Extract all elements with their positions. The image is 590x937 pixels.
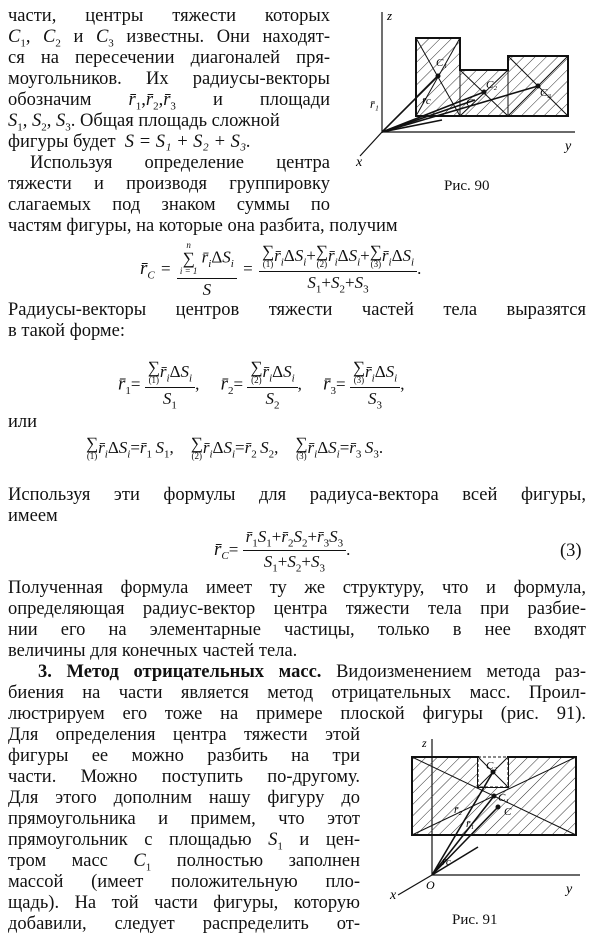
text-line: массой (имеет положительную пло- xyxy=(8,872,360,892)
text-line: Полученная формула имеет ту же структуру, что и формула, xyxy=(8,578,586,598)
figure-91-caption: Рис. 91 xyxy=(452,912,498,928)
label-rc: r̄c xyxy=(422,95,431,107)
text-line: фигуры ее можно разбить на три xyxy=(8,746,360,766)
text-line: части. Можно поступить по-другому. xyxy=(8,767,360,787)
text-line: в такой форме: xyxy=(8,321,125,341)
text-line: моугольников. Их радиусы-векторы xyxy=(8,69,330,89)
text-line: добавили, следует распределить от- xyxy=(8,914,360,934)
formula-sums: ∑ (1) $r̄_i\Delta S_i=r̄_1$ $S_1$, ∑ (2) $r̄_i\Delta S_i=r̄_2$ $S_2$, ∑ (3) $r̄_i\Delta S_i=r̄_3$ $S_3$. xyxy=(86,434,384,461)
equation-number: (3) xyxy=(560,541,582,561)
text-line: определяющая радиус-вектор центра тяжести тела при разбие- xyxy=(8,599,586,619)
label-c: C xyxy=(466,97,474,109)
text-line: части, центры тяжести которых xyxy=(8,6,330,26)
label-r1: r̄₁ xyxy=(370,97,379,111)
figure-91 xyxy=(380,735,586,907)
text-line: Радиусы-векторы центров тяжести частей тела выразятся xyxy=(8,300,586,320)
text-line: нии его на элементарные частицы, только в нее входят xyxy=(8,620,586,640)
text-line: люстрируем его тоже на примере плоской фигуры (рис. 91). xyxy=(8,704,586,724)
text-line: Используя определение центра xyxy=(30,153,330,173)
formula-rc-sum: $r̄_C$ = n ∑ i = 1 $r̄_i\Delta S_i$ S = ∑ (1) $r̄_i\Delta S_i+$ ∑ (2) $r̄_i\Delta S_i+$ ∑ (3) $r̄_i\Delta S_i$ $S_1+S_2+S_3$ . xyxy=(140,240,422,299)
text-line: тяжести и производя группировку xyxy=(8,174,330,194)
label-c: C xyxy=(504,806,512,818)
label-c1: C₁ xyxy=(498,792,510,804)
label-c2: C₂ xyxy=(486,79,498,91)
label-r2: r̄₂ xyxy=(454,804,463,816)
axis-label-x: x xyxy=(356,155,363,170)
text-line: прямоугольник с площадью $S_1$ и цен- xyxy=(8,830,361,853)
label-r1: r̄₁ xyxy=(466,818,475,830)
formula-rc-final: $r̄_C=$ $\frac{r̄_1S_1+r̄_2S_2+r̄_3S_3}{S_1+S_2+S_3}$ . xyxy=(214,527,351,575)
text-line: $C_1$, $C_2$ и $C_3$ известны. Они находят- xyxy=(8,27,330,50)
label-rc: r̄c xyxy=(442,856,451,868)
text-line: Для определения центра тяжести этой xyxy=(8,725,360,745)
text-line: биения на части является метод отрицательных масс. Проил- xyxy=(8,683,586,703)
origin-label: O xyxy=(426,878,435,892)
section-heading: 3. Метод отрицательных масс. xyxy=(38,662,322,682)
text-line: частям фигуры, на которые она разбита, получим xyxy=(8,216,398,236)
text-line: имеем xyxy=(8,506,58,526)
text-line: величины для конечных частей тела. xyxy=(8,641,298,661)
text-line: слагаемых под знаком суммы по xyxy=(8,195,330,215)
text-line: фигуры будет S = S₁ + S₂ + S₃. xyxy=(8,132,251,152)
text-line: тром масс $C_1$ полностью заполнен xyxy=(8,851,361,874)
axis-label-x: x xyxy=(390,888,397,903)
text-line: прямоугольника и примем, что этот xyxy=(8,809,360,829)
formula-r1-r2-r3: $r̄_1=$ ∑ (1) $r̄_i\Delta S_i$ $S_1$ , $r̄_2=$ ∑ (2) $r̄_i\Delta S_i$ $S_2$ , $r̄_3=$ ∑ (3) $r̄_i\Delta S_i$ $S_3$ , xyxy=(118,358,405,412)
label-c2: C₂ xyxy=(486,760,498,772)
label-c3: C₃ xyxy=(540,87,552,99)
figure-90 xyxy=(350,4,586,184)
text-line: Используя эти формулы для радиуса-вектора всей фигуры, xyxy=(8,485,586,505)
axis-label-y: y xyxy=(566,882,573,897)
text-line: ся на пересечении диагоналей пря- xyxy=(8,48,330,68)
text-line: или xyxy=(8,412,38,432)
figure-90-caption: Рис. 90 xyxy=(444,178,490,194)
axis-label-y: y xyxy=(565,139,572,154)
text-line: обозначим $r̄_1,r̄_2,r̄_3$ и площади xyxy=(8,90,331,113)
axis-label-z: z xyxy=(387,8,393,23)
axis-label-z: z xyxy=(422,736,427,750)
text-line: Для этого дополним нашу фигуру до xyxy=(8,788,360,808)
text-line: щадь). На той части фигуры, которую xyxy=(8,893,360,913)
text-line: 3. Метод отрицательных масс. Видоизменением метода раз- xyxy=(38,662,586,682)
text-line: $S_1$, $S_2$, $S_3$. Общая площадь сложной xyxy=(8,111,280,134)
x-axis xyxy=(360,132,382,156)
label-c1: C₁ xyxy=(436,57,448,69)
